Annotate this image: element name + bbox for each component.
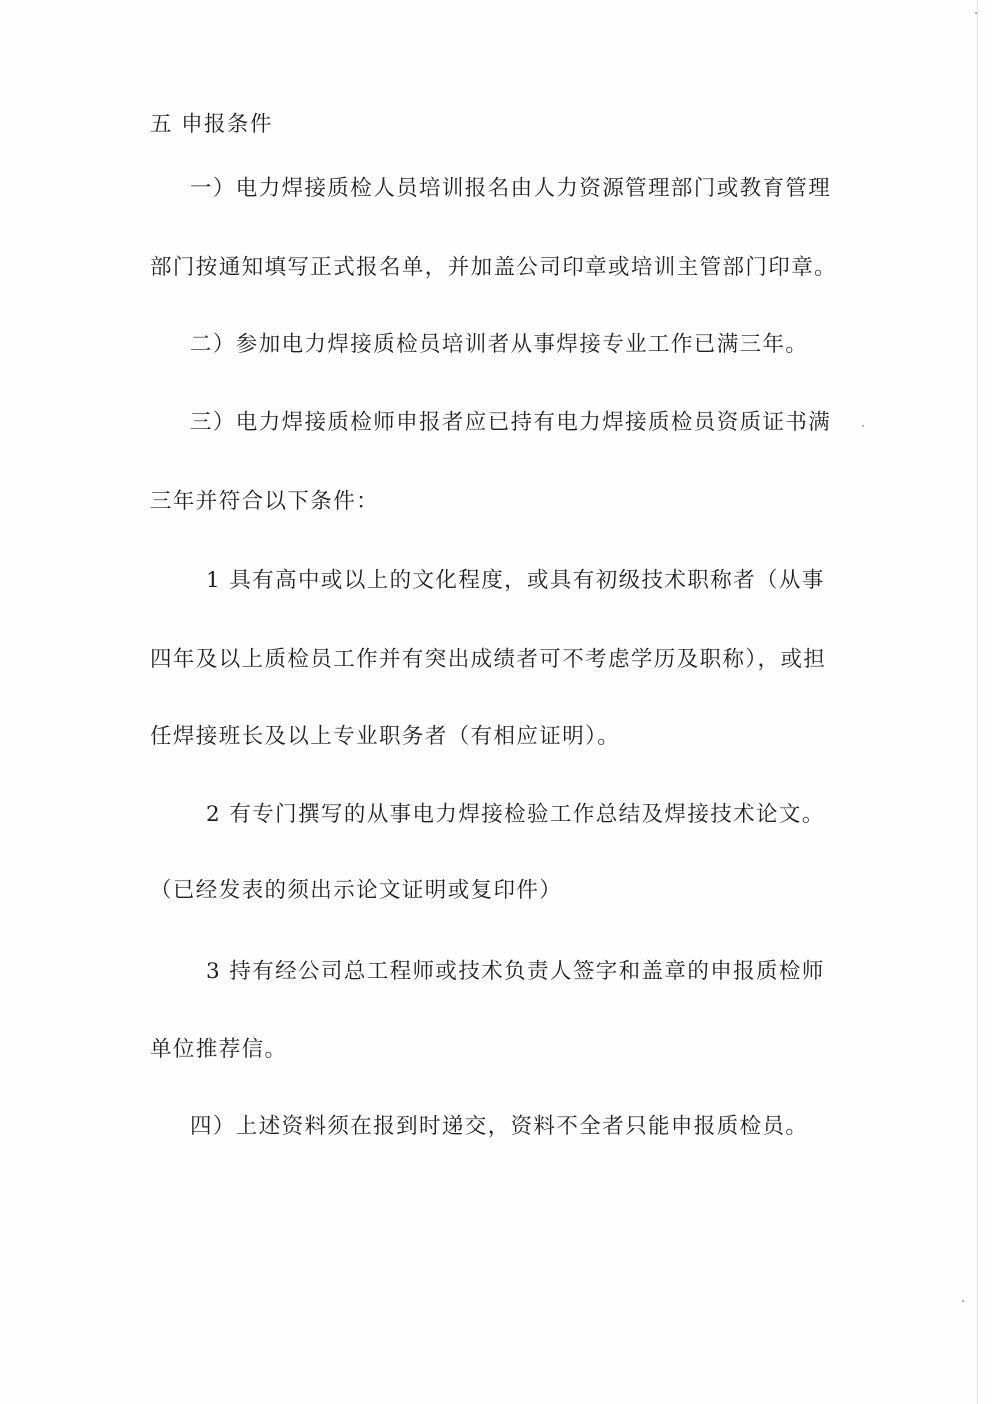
paragraph-line: 三）电力焊接质检师申报者应已持有电力焊接质检员资质证书满 (190, 410, 832, 435)
paragraph-line: 单位推荐信。 (150, 1037, 288, 1062)
paragraph-line: （已经发表的须出示论文证明或复印件） (150, 878, 563, 903)
paragraph-line: 部门按通知填写正式报名单，并加盖公司印章或培训主管部门印章。 (150, 255, 838, 280)
paragraph-line: 任焊接班长及以上专业职务者（有相应证明）。 (150, 724, 621, 749)
paragraph-line: 2 有专门撰写的从事电力焊接检验工作总结及焊接技术论文。 (206, 802, 825, 827)
paragraph-line: 二）参加电力焊接质检员培训者从事焊接专业工作已满三年。 (190, 332, 809, 357)
scan-edge-line (977, 0, 978, 1404)
paragraph-line: 四年及以上质检员工作并有突出成绩者可不考虑学历及职称），或担 (150, 647, 827, 672)
scan-speck (862, 425, 864, 427)
section-heading: 五 申报条件 (150, 112, 273, 137)
paragraph-line: 1 具有高中或以上的文化程度，或具有初级技术职称者（从事 (206, 568, 825, 593)
scan-speck (975, 12, 977, 14)
paragraph-line: 三年并符合以下条件： (150, 489, 380, 514)
paragraph-line: 3 持有经公司总工程师或技术负责人签字和盖章的申报质检师 (206, 959, 825, 984)
paragraph-line: 四）上述资料须在报到时递交，资料不全者只能申报质检员。 (190, 1114, 809, 1139)
paragraph-line: 一）电力焊接质检人员培训报名由人力资源管理部门或教育管理 (190, 176, 832, 201)
scan-speck (962, 1300, 964, 1302)
